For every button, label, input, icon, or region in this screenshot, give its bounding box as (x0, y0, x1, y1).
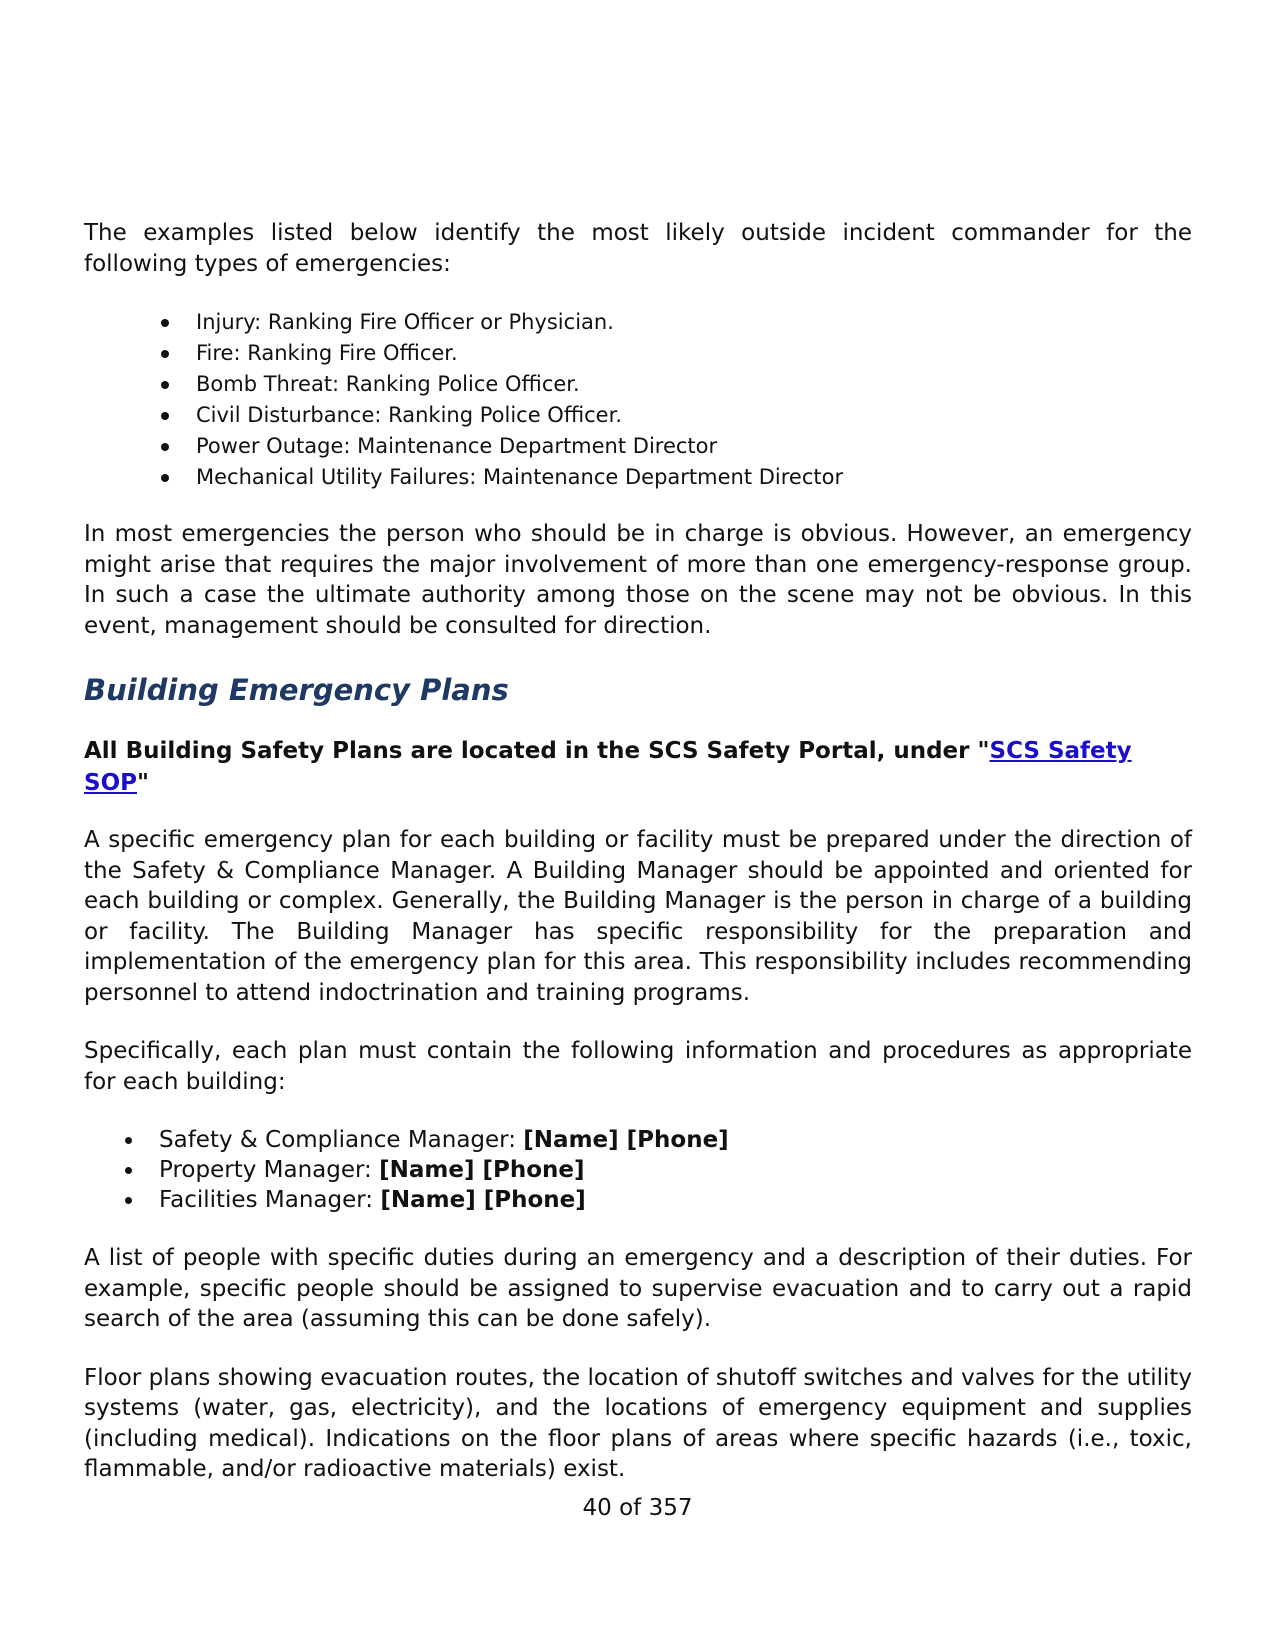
list-item (159, 1185, 1192, 1215)
list-item (159, 1125, 1192, 1155)
list-item: Injury: Ranking Fire Officer or Physician. (196, 307, 1192, 338)
note-prefix: All Building Safety Plans are located in the SCS Safety Portal, under " (84, 738, 990, 764)
contact-value: [Name] [Phone] (380, 1187, 586, 1213)
contacts-list (84, 1125, 1192, 1215)
floor-plans-paragraph: Floor plans showing evacuation routes, the location of shutoff switches and valves for the utility systems (water, gas, electricity), and the locations of emergency equipment and supplies (including medical). Indications on the floor plans of areas where specific hazards (i.e., toxic, flammable, and/or radioactive materials) exist. (84, 1364, 1192, 1482)
contact-role: Safety & Compliance Manager: (159, 1127, 524, 1153)
duties-paragraph: A list of people with specific duties during an emergency and a description of their duties. For example, specific people should be assigned to supervise evacuation and to carry out a rapid search of the area (assuming this can be done safely). (84, 1245, 1192, 1332)
scs-safety-sop-link[interactable]: SCS Safety SOP (84, 738, 1132, 796)
authority-paragraph: In most emergencies the person who should be in charge is obvious. However, an emergency might arise that requires the major involvement of more than one emergency-response group. In such a case the ultimate authority among those on the scene may not be obvious. In this event, management should be consulted for direction. (84, 521, 1192, 639)
list-item: Civil Disturbance: Ranking Police Officer. (196, 400, 1192, 431)
plan-contents-paragraph: Specifically, each plan must contain the following information and procedures as appropriate for each building: (84, 1038, 1192, 1095)
list-item (159, 1155, 1192, 1185)
contact-value: [Name] [Phone] (379, 1157, 585, 1183)
safety-plans-note (84, 735, 1192, 799)
contact-role: Property Manager: (159, 1157, 380, 1183)
building-plan-paragraph: A specific emergency plan for each building or facility must be prepared under the direction of the Safety & Compliance Manager. A Building Manager should be appointed and oriented for each building or complex. Generally, the Building Manager is the person in charge of a building or facility. The Building Manager has specific responsibility for the preparation and implementation of the emergency plan for this area. This responsibility includes recommending personnel to attend indoctrination and training programs. (84, 827, 1192, 1006)
list-item: Bomb Threat: Ranking Police Officer. (196, 369, 1192, 400)
page-number: 40 of 357 (582, 1495, 693, 1521)
note-suffix: " (136, 770, 149, 796)
list-item: Fire: Ranking Fire Officer. (196, 338, 1192, 369)
contact-role: Facilities Manager: (159, 1187, 381, 1213)
commander-list (84, 307, 1192, 493)
contact-value: [Name] [Phone] (523, 1127, 729, 1153)
section-heading: Building Emergency Plans (84, 673, 509, 707)
list-item: Power Outage: Maintenance Department Director (196, 431, 1192, 462)
list-item: Mechanical Utility Failures: Maintenance Department Director (196, 462, 1192, 493)
document-body (84, 218, 1192, 1485)
intro-paragraph: The examples listed below identify the most likely outside incident commander for the following types of emergencies: (84, 220, 1192, 277)
